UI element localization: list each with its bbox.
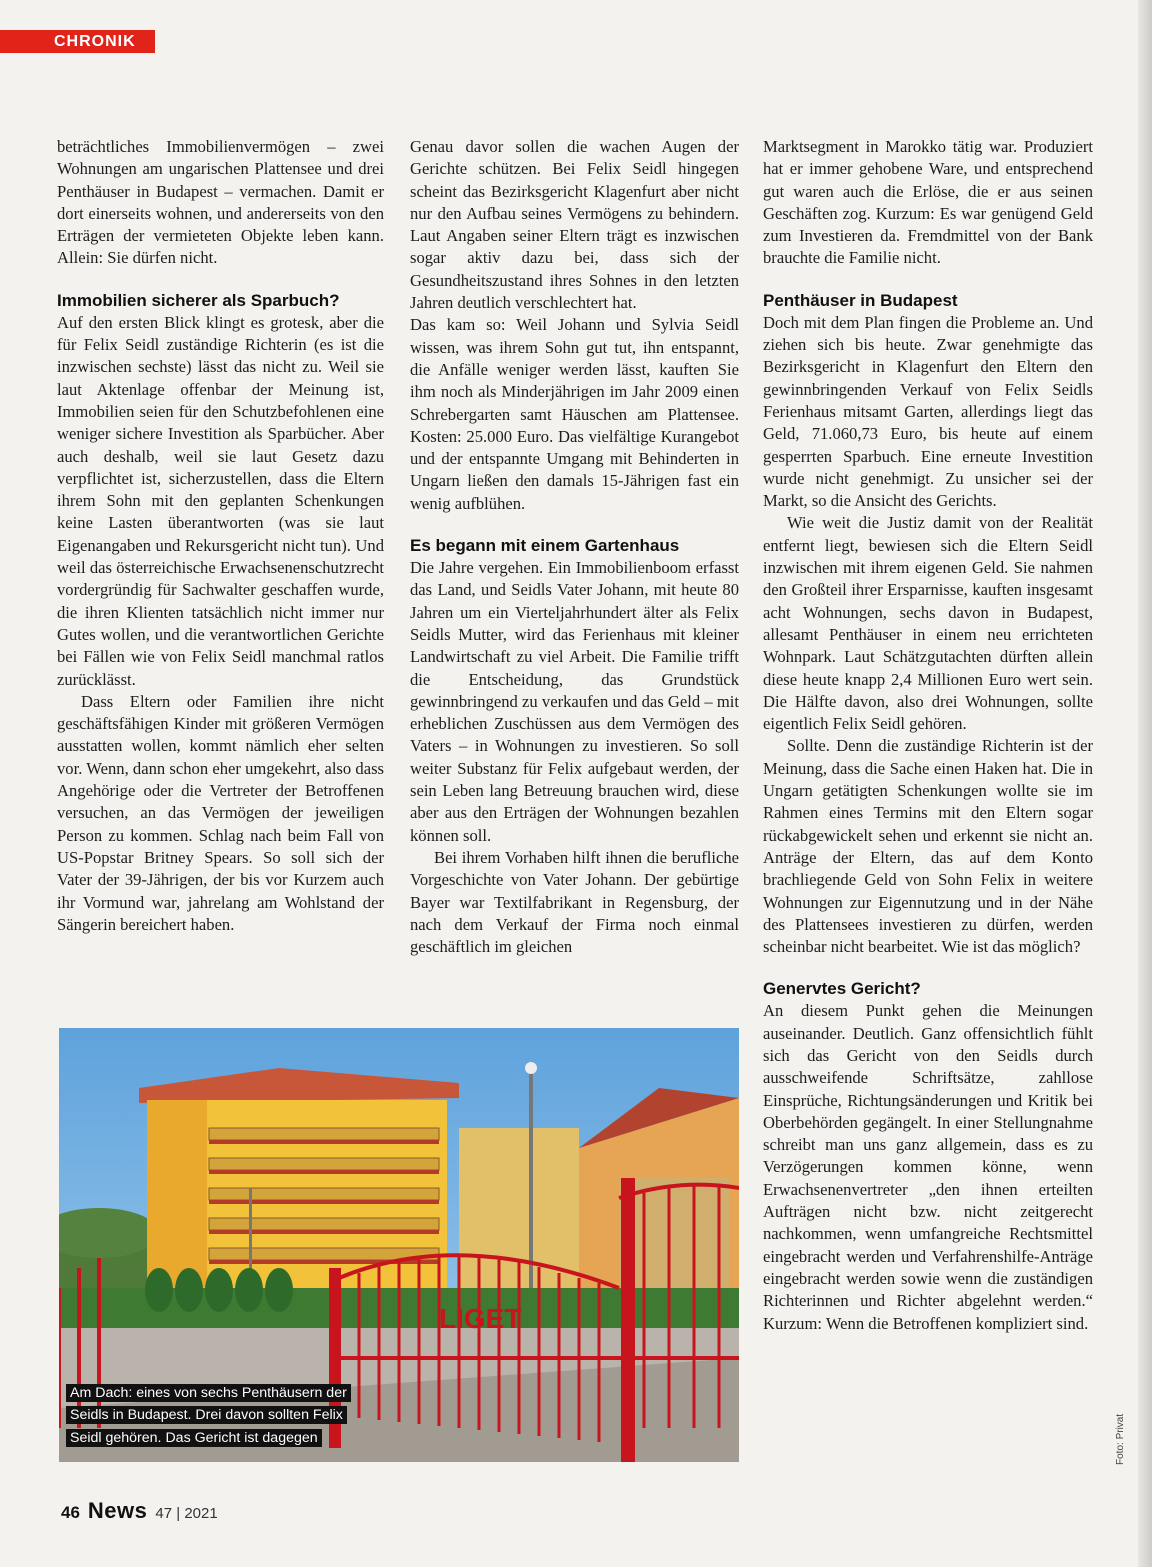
paragraph: Die Jahre vergehen. Ein Immobilienboom erfasst das Land, und Seidls Vater Johann, mit heute 80 Jahren um ein Vierteljahrhundert älter als Felix Seidls Mutter, wird das Ferienhaus mit kleiner Landwirtschaft zu viel Arbeit. Die Familie trifft die Entscheidung, das Grundstück gewinnbringend zu verkaufen und das Geld – mit erheblichen Zuschüssen aus dem Vermögen des Vaters – in Wohnungen zu investieren. So soll weiter Substanz für Felix aufgebaut werden, der sein Leben lang Betreuung brauchen wird, diese aber aus den Erträgen der Wohnungen bezahlen können soll. bbox=[410, 558, 739, 845]
paragraph: Das kam so: Weil Johann und Sylvia Seidl wissen, was ihrem Sohn gut tut, ihn entspannt, die Anfälle weniger werden lässt, kauften Sie ihm noch als Minderjährigen im Jahr 2009 einen Schrebergarten samt Häuschen am Plattensee. Kosten: 25.000 Euro. Das vielfältige Kurangebot und der entspannte Umgang mit Behinderten in Ungarn ließen den damals 15-Jährigen fast ein wenig aufblühen. bbox=[410, 315, 739, 513]
subheading: Es begann mit einem Gartenhaus bbox=[410, 536, 680, 556]
paragraph: beträchtliches Immobilienvermögen – zwei Wohnungen am ungarischen Plattensee und drei Penthäuser in Budapest – vermachen. Damit er dort einerseits wohnen, und andererseits von den Erträgen der vermieteten Objekte leben kann. Allein: Sie dürfen nicht. bbox=[57, 137, 384, 268]
magazine-logo: News bbox=[87, 1498, 148, 1523]
paragraph: Bei ihrem Vorhaben hilft ihnen die berufliche Vorgeschichte von Vater Johann. Der gebürtige Bayer war Textilfabrikant in Regensburg, der nach dem Verkauf der Firma noch einmal geschäftlich im gleichen bbox=[410, 847, 739, 957]
paragraph: Auf den ersten Blick klingt es grotesk, aber die für Felix Seidl zuständige Richterin (es ist die inzwischen sechste) lässt das nicht zu. Weil sie laut Aktenlage offenbar der Meinung ist, Immobilien seien für den Schutzbefohlenen eine weniger sichere Investition als Sparbücher. Aber auch deshalb, weil sie laut Gesetz dazu verpflichtet ist, sicherzustellen, dass die Eltern ihrem Sohn mit den geplanten Schenkungen keine Lasten überantworten (was sie laut Eigenangaben und Rekursgericht nicht tun). Und weil das österreichische Erwachsenenschutzrecht vordergründig für Sachwalter geschaffen wurde, die ihren Klienten tatsächlich nicht immer nur Gutes wollen, und die verantwortlichen Gerichte bei Fällen wie von Felix Seidl manchmal ratlos zurücklässt. bbox=[57, 312, 384, 689]
subheading: Genervtes Gericht? bbox=[763, 979, 921, 999]
photo-credit: Foto: Privat bbox=[1115, 1413, 1126, 1465]
paragraph: Marktsegment in Marokko tätig war. Produziert hat er immer gehobene Ware, und entsprechend gut waren auch die Erlöse, die er aus seinen Geschäften zog. Kurzum: Es war genügend Geld zum Investieren da. Fremdmittel von der Bank brauchte die Familie nicht. bbox=[763, 137, 1093, 268]
issue-number: 47 | 2021 bbox=[155, 1505, 218, 1522]
subheading: Immobilien sicherer als Sparbuch? bbox=[57, 290, 340, 310]
page-footer bbox=[61, 1498, 218, 1524]
paragraph: Wie weit die Justiz damit von der Realität entfernt liegt, bewiesen sich die Eltern Seidl inzwischen mit ihrem eigenen Geld. Sie nahmen den Großteil ihrer Ersparnisse, kauften insgesamt acht Wohnungen, sechs davon in Budapest, allesamt Penthäuser in einem neu errichteten Wohnpark. Laut Schätzgutachten dürften allein diese heute knapp 2,4 Millionen Euro wert sein. Die Hälfte davon, also drei Wohnungen, sollte eigentlich Felix Seidl gehören. bbox=[763, 513, 1093, 734]
paragraph: Genau davor sollen die wachen Augen der Gerichte schützen. Bei Felix Seidl hingegen scheint das Bezirksgericht Klagenfurt aber nicht nur den Aufbau seines Vermögens zu behindern. Laut Angaben seiner Eltern trägt es inzwischen sogar aktiv dazu bei, dass sich der Gesundheitszustand ihres Sohnes in den letzten Jahren deutlich verschlechtert hat. bbox=[410, 137, 739, 313]
page-edge bbox=[1138, 0, 1152, 1567]
photo-caption bbox=[66, 1382, 366, 1449]
paragraph: Dass Eltern oder Familien ihre nicht geschäftsfähigen Kinder mit größeren Vermögen ausstatten wollen, kommt nämlich eher selten vor. Wenn, dann schon eher umgekehrt, also dass Angehörige oder die Vertreter der Betroffenen versuchen, an das Vermögen der jeweiligen Person zu kommen. Schlag nach beim Fall von US-Popstar Britney Spears. So soll sich der Vater der 39-Jährigen, der bis vor Kurzem auch ihr Vormund war, jahrelang am Wohlstand der Sängerin bereichert haben. bbox=[57, 691, 384, 934]
caption-text: Am Dach: eines von sechs Penthäusern der Seidls in Budapest. Drei davon sollten Felix Seidl gehören. Das Gericht ist dagegen bbox=[66, 1384, 351, 1447]
paragraph: Sollte. Denn die zuständige Richterin ist der Meinung, dass die Sache einen Haken hat. Die in Ungarn getätigten Schenkungen wollte sie im Rahmen eines Termins mit den Eltern sogar rückabgewickelt sehen und erkennt sie nicht an. Anträge der Eltern, das auf dem Konto brachliegende Geld von Sohn Felix in weitere Wohnungen zur Eigennutzung und in der Nähe des Plattensees investieren zu dürfen, werden scheinbar nicht bearbeitet. Wie ist das möglich? bbox=[763, 736, 1093, 957]
paragraph: An diesem Punkt gehen die Meinungen auseinander. Deutlich. Ganz offensichtlich fühlt sich das Gericht von den Seidls durch ausschweifende Schriftsätze, zahllose Einsprüche, Richtungsänderungen und Kritik bei Oberbehörden gegängelt. In einer Stellungnahme schreibt man uns ganz allgemein, dass es zu Verzögerungen kommen könne, wenn Erwachsenenvertreter „den ihnen erteilten Aufträgen nicht bzw. nicht zeitgerecht nachkommen, wenn umfangreiche Rechtsmittel eingebracht werden und Verfahrenshilfe-Anträge eingebracht werden sowie wenn die zuständigen Richterinnen und Richter abgelehnt werden.“ Kurzum: Wenn die Betroffenen kompliziert sind. bbox=[763, 1001, 1093, 1333]
section-tag: CHRONIK bbox=[0, 30, 155, 53]
gate-sign: LIGET bbox=[439, 1303, 522, 1334]
paragraph: Doch mit dem Plan fingen die Probleme an. Und ziehen sich bis heute. Zwar genehmigte das Bezirksgericht in Klagenfurt den Eltern den gewinnbringenden Verkauf von Felix Seidls Ferienhaus mitsamt Garten, allerdings liegt das Geld, 71.060,73 Euro, bis heute auf einem gesperrten Sparbuch. Eine erneute Investition wurde nicht genehmigt. Zu unsicher sei der Markt, so die Ansicht des Gerichts. bbox=[763, 312, 1093, 511]
article-column-1 bbox=[57, 136, 384, 1012]
article-column-3 bbox=[763, 136, 1093, 1472]
subheading: Penthäuser in Budapest bbox=[763, 290, 958, 310]
page-number: 46 bbox=[61, 1503, 80, 1522]
article-column-2 bbox=[410, 136, 739, 1012]
